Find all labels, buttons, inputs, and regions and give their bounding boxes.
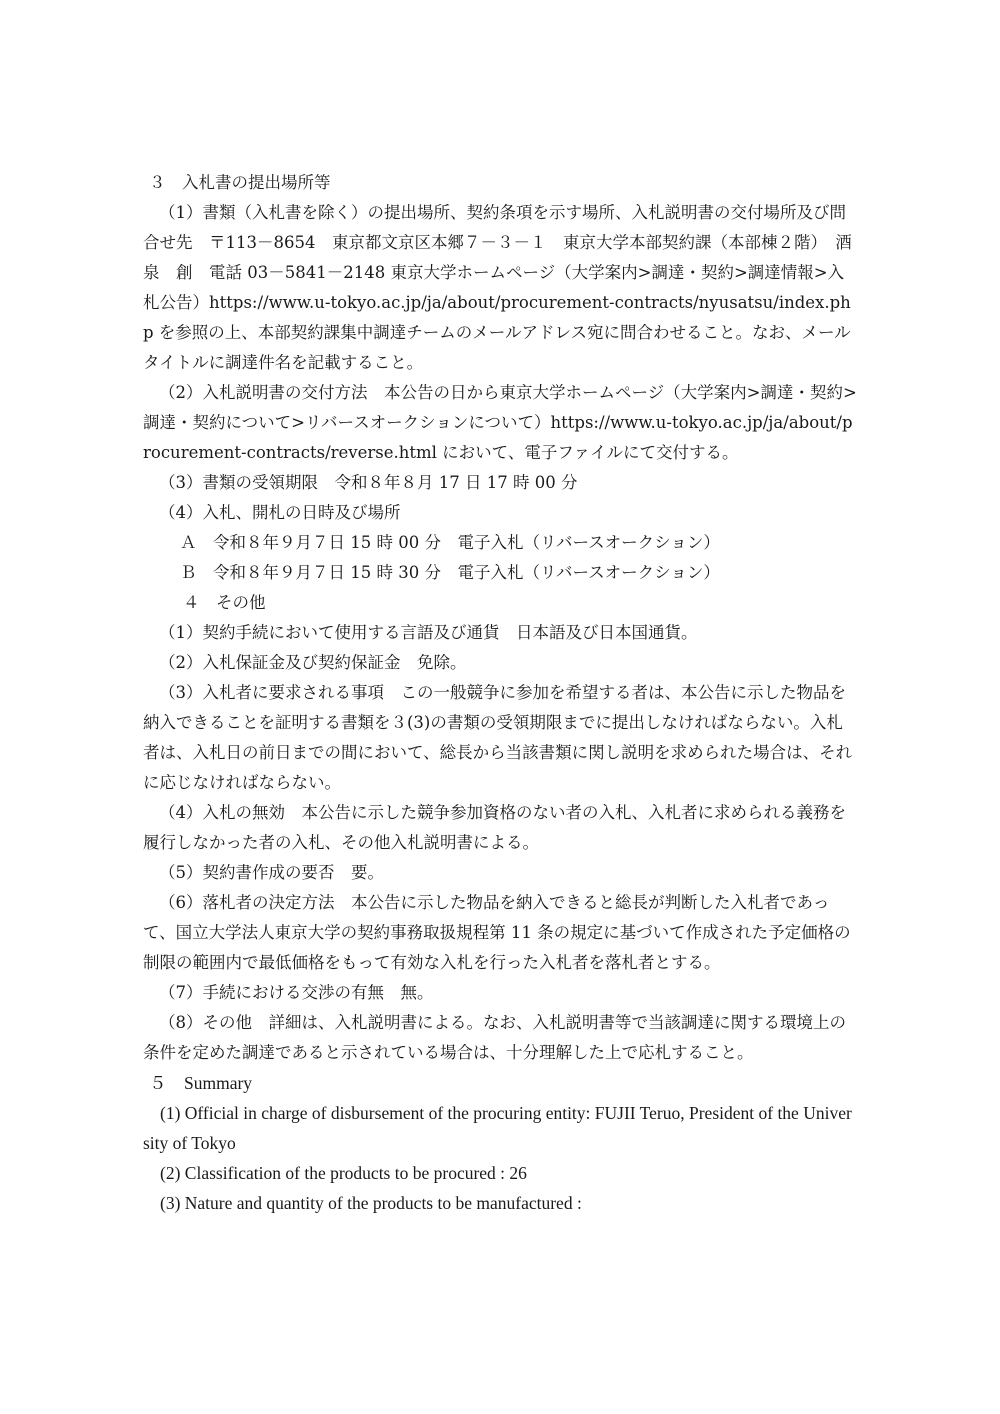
section-4-item-2: （2）入札保証金及び契約保証金 免除。 bbox=[159, 653, 467, 672]
section-5-item-1: (1) Official in charge of disbursement of the procuring entity: FUJII Teruo, President of the University of Tokyo bbox=[143, 1103, 852, 1153]
section-5-heading: ５ Summary bbox=[149, 1073, 253, 1093]
section-5-item-3: (3) Nature and quantity of the products to be manufactured : bbox=[160, 1193, 582, 1213]
section-3-item-4: （4）入札、開札の日時及び場所 bbox=[159, 503, 401, 522]
section-3-item-3: （3）書類の受領期限 令和８年８月 17 日 17 時 00 分 bbox=[159, 473, 578, 492]
section-4-item-5: （5）契約書作成の要否 要。 bbox=[159, 863, 384, 882]
section-3-item-2: （2）入札説明書の交付方法 本公告の日から東京大学ホームページ（大学案内>調達・契約>調達・契約について>リバースオークションについて）https://www.u-tokyo.ac.jp/ja/about/procurement-contracts/reverse.html において、電子ファイルにて交付する。 bbox=[143, 383, 857, 462]
document-page bbox=[143, 168, 858, 1218]
section-3-heading: ３ 入札書の提出場所等 bbox=[149, 173, 331, 192]
section-3-item-4-b: Ｂ 令和８年９月７日 15 時 30 分 電子入札（リバースオークション） bbox=[180, 563, 720, 582]
section-4-heading: ４ その他 bbox=[183, 593, 266, 612]
section-3-item-4-a: Ａ 令和８年９月７日 15 時 00 分 電子入札（リバースオークション） bbox=[180, 533, 720, 552]
section-4-item-8: （8）その他 詳細は、入札説明書による。なお、入札説明書等で当該調達に関する環境上の条件を定めた調達であると示されている場合は、十分理解した上で応札すること。 bbox=[143, 1013, 846, 1062]
section-4-item-1: （1）契約手続において使用する言語及び通貨 日本語及び日本国通貨。 bbox=[159, 623, 698, 642]
section-5-item-2: (2) Classification of the products to be procured : 26 bbox=[160, 1163, 527, 1183]
section-4-item-7: （7）手続における交渉の有無 無。 bbox=[159, 983, 434, 1002]
section-4-item-6: （6）落札者の決定方法 本公告に示した物品を納入できると総長が判断した入札者であって、国立大学法人東京大学の契約事務取扱規程第 11 条の規定に基づいて作成された予定価格の制限の範囲内で最低価格をもって有効な入札を行った入札者を落札者とする。 bbox=[143, 893, 851, 972]
section-4-item-4: （4）入札の無効 本公告に示した競争参加資格のない者の入札、入札者に求められる義務を履行しなかった者の入札、その他入札説明書による。 bbox=[143, 803, 846, 852]
section-3-item-1: （1）書類（入札書を除く）の提出場所、契約条項を示す場所、入札説明書の交付場所及び問合せ先 〒113－8654 東京都文京区本郷７－３－１ 東京大学本部契約課（本部棟２階） 酒泉 創 電話 03－5841－2148 東京大学ホームページ（大学案内>調達・契約>調達情報>入札公告）https://www.u-tokyo.ac.jp/ja/about/procurement-contracts/nyusatsu/index.php を参照の上、本部契約課集中調達チームのメールアドレス宛に問合わせること。なお、メールタイトルに調達件名を記載すること。 bbox=[143, 203, 852, 372]
section-4-item-3: （3）入札者に要求される事項 この一般競争に参加を希望する者は、本公告に示した物品を納入できることを証明する書類を３(3)の書類の受領期限までに提出しなければならない。入札者は、入札日の前日までの間において、総長から当該書類に関し説明を求められた場合は、それに応じなければならない。 bbox=[143, 683, 853, 792]
